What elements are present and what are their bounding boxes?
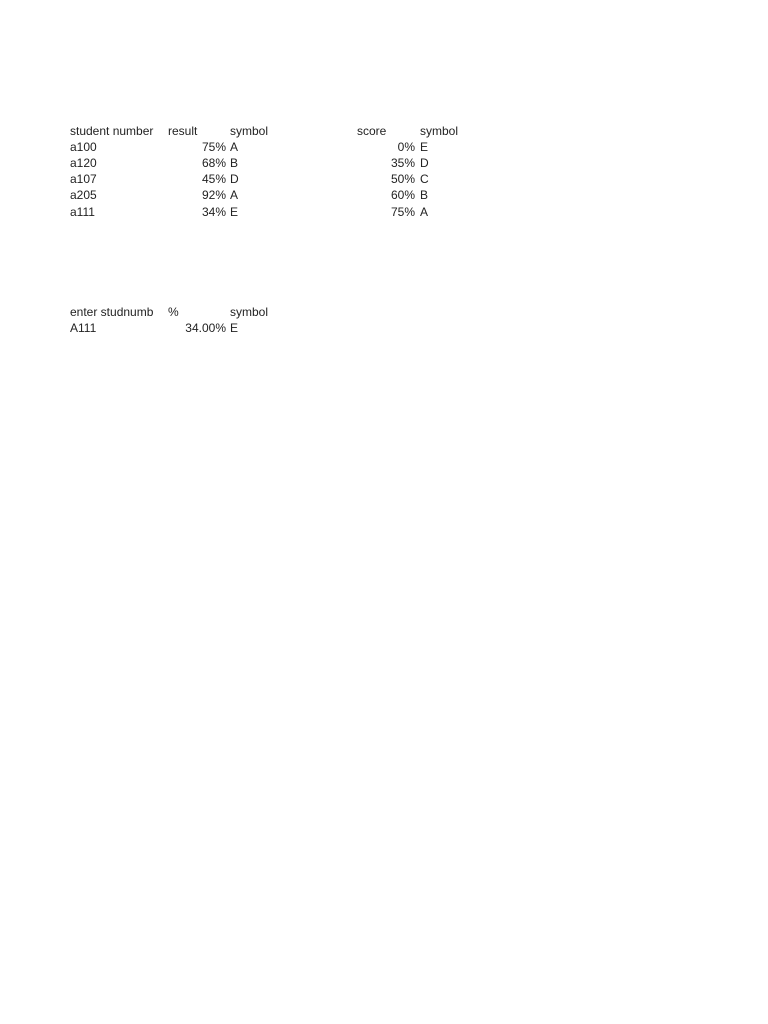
- score-cell: 0%: [397, 140, 415, 154]
- result-cell: 34%: [201, 205, 226, 219]
- lookup-symbol-cell: C: [420, 172, 429, 186]
- lookup-symbol-cell: E: [420, 140, 429, 154]
- score-cell: 35%: [390, 156, 415, 170]
- lookup-symbol-cell: B: [420, 188, 429, 202]
- result-cell: 45%: [201, 172, 226, 186]
- score-cell: 50%: [390, 172, 415, 186]
- result-cell: 92%: [201, 188, 226, 202]
- student-cell: a120: [70, 156, 97, 170]
- header-score: score: [357, 124, 387, 138]
- result-cell: 75%: [201, 140, 226, 154]
- query-student-input[interactable]: A111: [70, 321, 97, 335]
- header-enter-studnumb: enter studnumb: [70, 305, 154, 319]
- student-cell: a100: [70, 140, 97, 154]
- header-student-number: student number: [70, 124, 154, 138]
- symbol-cell: A: [230, 188, 239, 202]
- score-cell: 60%: [390, 188, 415, 202]
- header-percent: %: [168, 305, 179, 319]
- symbol-cell: D: [230, 172, 239, 186]
- query-symbol-value: E: [230, 321, 239, 335]
- lookup-symbol-cell: D: [420, 156, 429, 170]
- header-symbol: symbol: [230, 124, 269, 138]
- header-query-symbol: symbol: [230, 305, 269, 319]
- header-result: result: [168, 124, 198, 138]
- student-cell: a111: [70, 205, 95, 219]
- symbol-cell: A: [230, 140, 239, 154]
- score-cell: 75%: [390, 205, 415, 219]
- student-cell: a107: [70, 172, 97, 186]
- student-cell: a205: [70, 188, 97, 202]
- header-lookup-symbol: symbol: [420, 124, 459, 138]
- lookup-symbol-cell: A: [420, 205, 429, 219]
- result-cell: 68%: [201, 156, 226, 170]
- symbol-cell: B: [230, 156, 239, 170]
- symbol-cell: E: [230, 205, 239, 219]
- query-percent-value: 34.00%: [185, 321, 226, 335]
